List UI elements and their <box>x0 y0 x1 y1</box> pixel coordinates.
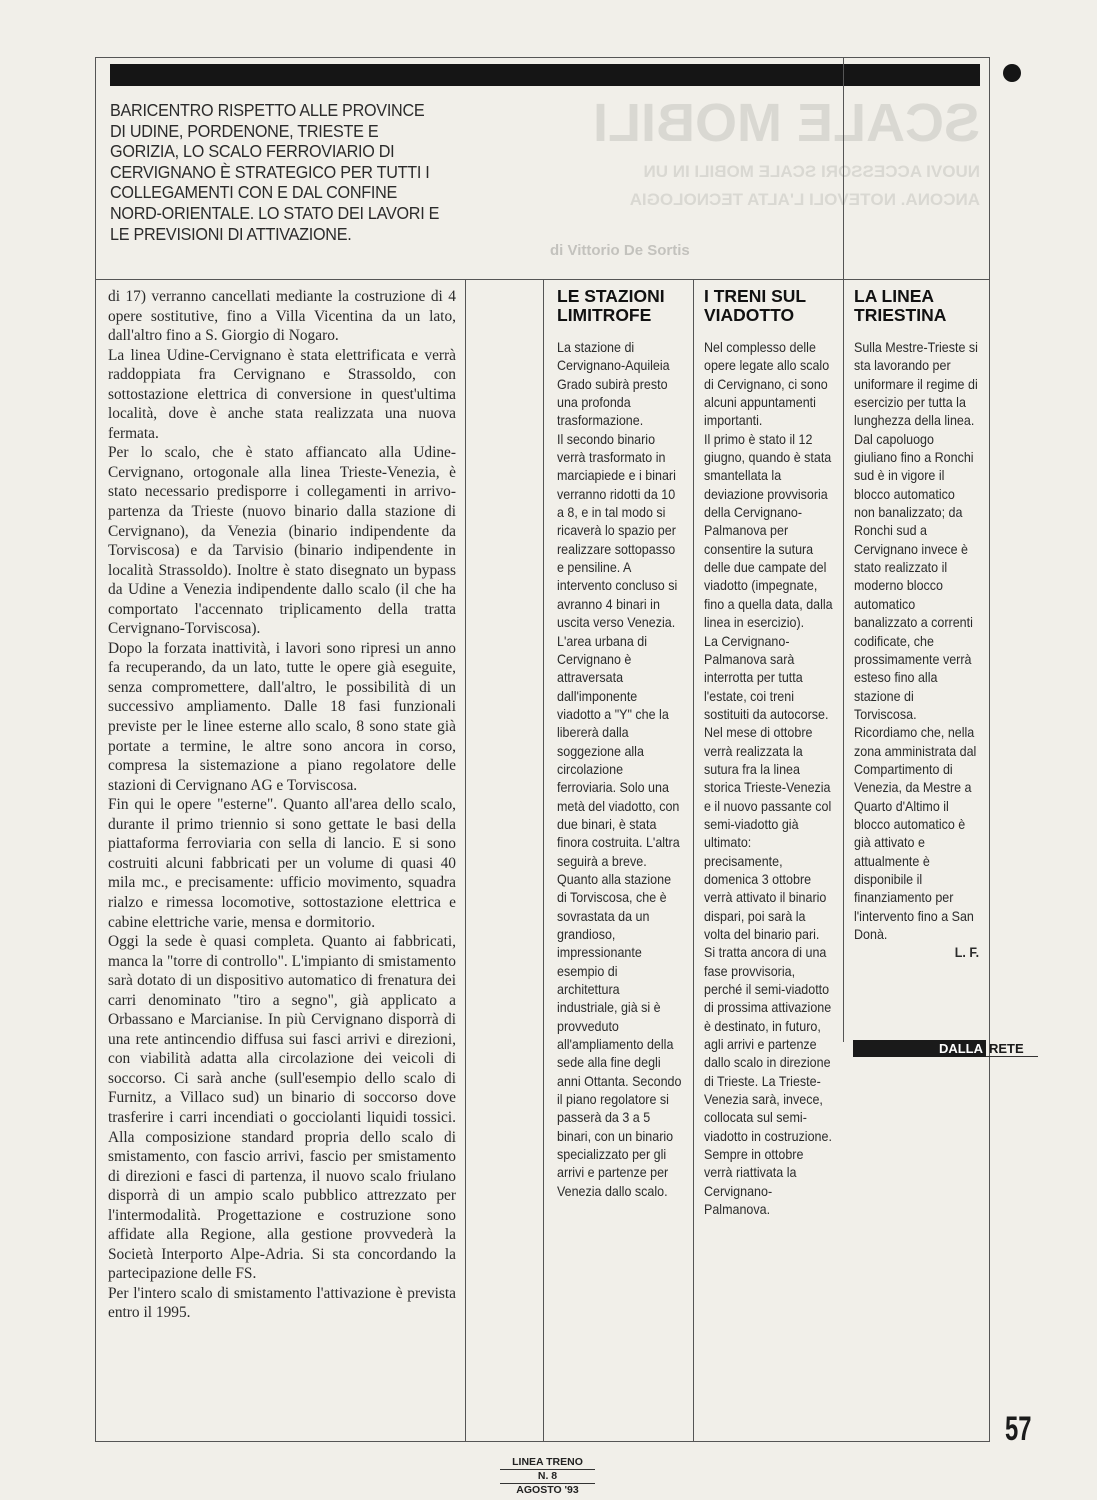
main-article <box>108 287 456 1323</box>
sidebar-paragraph: Quanto alla stazione di Torviscosa, che è sovrastata da un grandioso, impressionante esempio di architettura industriale, già si è provveduto all'ampliamento della sede alla fine degli anni Ottanta. Secondo il piano regolatore si passerà da 3 a 5 binari, con un binario specializzato per gli arrivi e partenze per Venezia dallo scalo. <box>557 871 682 1199</box>
section-tab <box>853 1040 1038 1057</box>
sidebar-paragraph: Sempre in ottobre verrà riattivata la Cervignano-Palmanova. <box>704 1147 804 1218</box>
section-tab-dark: DALLA <box>853 1040 986 1057</box>
footer <box>500 1456 595 1497</box>
page-number: 57 <box>1005 1410 1032 1448</box>
column-divider <box>543 279 544 1442</box>
section-tab-light: RETE <box>986 1040 1038 1057</box>
ghost-subtitle: ANCONA. NOTEVOLI L'ALTA TECNOLOGIA <box>629 190 980 209</box>
footer-date: AGOSTO '93 <box>516 1484 579 1496</box>
article-paragraph: Oggi la sede è quasi completa. Quanto ai fabbricati, manca la "torre di controllo". L'impianto di smistamento sarà dotato di un dispositivo automatico di frenatura dei carri denominato "tiro a segno", già applicato a Orbassano e Marcianise. In più Cervignano disporrà di una rete antincendio diffusa sui fasci arrivi e direzioni, con viabilità adatta alla circolazione dei veicoli di soccorso. Ci sarà anche (sull'esempio dello scalo di Furnitz, a Villaco sud) un binario di soccorso dove trasferire i carri incendiati o gocciolanti liquidi tossici. Alla composizione standard propria dello scalo di smistamento, con fascio arrivi, fascio per smistamento di direzioni e fasci di partenza, il nuovo scalo friulano disporrà di un ampio scalo pubblico attrezzato per l'intermodalità. Progettazione e costruzione sono affidate alla Regione, alla gestione provvederà la Società Interporto Alpe-Adria. Si sta concordando la partecipazione delle FS. <box>108 933 456 1283</box>
sidebar-paragraph: Sulla Mestre-Trieste si sta lavorando per uniformare il regime di esercizio per tutta la lunghezza della linea. Dal capoluogo giuliano fino a Ronchi sud è in vigore il blocco automatico non banalizzato; da Ronchi sud a Cervignano invece è stato realizzato il moderno blocco automatico banalizzato a correnti codificate, che prossimamente verrà esteso fino alla stazione di Torviscosa. <box>854 340 978 722</box>
show-through-text <box>480 92 980 272</box>
sidebar-paragraph: Nel complesso delle opere legate allo scalo di Cervignano, ci sono alcuni appuntamenti importanti. <box>704 340 830 429</box>
sidebar-paragraph: L'area urbana di Cervignano è attraversata dall'imponente viadotto a "Y" che la libererà dalla soggezione alla circolazione ferroviaria. Solo una metà del viadotto, con due binari, è stata finora costruita. L'altra seguirà a breve. <box>557 633 680 869</box>
sidebar-title: LE STAZIONI LIMITROFE <box>557 286 665 325</box>
article-paragraph: Dopo la forzata inattività, i lavori sono ripresi un anno fa recuperando, da un lato, tutte le opere già eseguite, senza compromettere, dall'altro, le possibilità di un successivo ampliamento. Dalle 18 fasi funzionali previste per le linee esterne allo scalo, 8 sono state già portate a termine, le altre sono ancora in corso, compresa la sistemazione a piano regolatore delle stazioni di Cervignano AG e Torviscosa. <box>108 639 456 794</box>
sidebar-viadotto <box>704 287 836 1220</box>
ghost-subtitle: NUOVI ACCESSORI SCALE MOBILI IN UN <box>643 162 980 181</box>
ghost-author: di Vittorio De Sortis <box>550 242 690 259</box>
article-paragraph: Per l'intero scalo di smistamento l'attivazione è prevista entro il 1995. <box>108 1284 456 1322</box>
binder-hole-icon <box>1003 64 1021 82</box>
sidebar-paragraph: Ricordiamo che, nella zona amministrata dal Compartimento di Venezia, da Mestre a Quarto d'Altimo il blocco automatico è già attivato e attualmente è disponibile il finanziamento per l'intervento fino a San Donà. <box>854 725 977 942</box>
sidebar-paragraph: La stazione di Cervignano-Aquileia Grado subirà presto una profonda trasformazione. <box>557 340 670 429</box>
footer-publication: LINEA TRENO <box>500 1456 595 1470</box>
column-divider <box>465 279 466 1442</box>
sidebar-triestina <box>854 287 982 963</box>
article-paragraph: Per lo scalo, che è stato affiancato alla Udine-Cervignano, ortogonale alla linea Trieste-Venezia, è stato necessario predisporre i collegamenti in arrivo-partenza da Trieste (nuovo binario dalla stazione di Cervignano), da Venezia (binario indipendente da Torviscosa) e da Tarvisio (binario indipendente in località Strassoldo). Inoltre è stato disegnato un bypass da Udine a Venezia indipendente dallo scalo (il che ha comportato l'accennato triplicamento della tratta Cervignano-Torviscosa). <box>108 444 456 638</box>
footer-issue: N. 8 <box>500 1470 595 1484</box>
sidebar-title: I TRENI SUL VIADOTTO <box>704 286 806 325</box>
lead-paragraph: BARICENTRO RISPETTO ALLE PROVINCE DI UDINE, PORDENONE, TRIESTE E GORIZIA, LO SCALO FERROVIARIO DI CERVIGNANO È STRATEGICO PER TUTTI I COLLEGAMENTI CON E DAL CONFINE NORD-ORIENTALE. LO STATO DEI LAVORI E LE PREVISIONI DI ATTIVAZIONE. <box>110 100 440 244</box>
article-paragraph: Fin qui le opere "esterne". Quanto all'area dello scalo, durante il primo triennio si sono gettate le basi della piattaforma ferroviaria con sella di lancio. E si sono costruiti alcuni fabbricati per un volume di quasi 40 mila mc., e precisamente: ufficio movimento, squadra rialzo e rimessa locomotive, sottostazione elettrica e cabine elettriche varie, mensa e dormitorio. <box>108 796 456 931</box>
author-signature: L. F. <box>954 945 980 961</box>
sidebar-paragraph: Nel mese di ottobre verrà realizzata la sutura fra la linea storica Trieste-Venezia e il nuovo passante col semi-viadotto già ultimato: precisamente, domenica 3 ottobre verrà attivato il binario dispari, poi sarà la volta del binario pari. Si tratta ancora di una fase provvisoria, perché il semi-viadotto di prossima attivazione è destinato, in futuro, agli arrivi e partenze dallo scalo in direzione di Trieste. La Trieste-Venezia sarà, invece, collocata sul semi-viadotto in costruzione. <box>704 725 832 1144</box>
column-divider <box>693 279 694 1442</box>
article-paragraph: La linea Udine-Cervignano è stata elettrificata e verrà raddoppiata fra Cervignano e Strassoldo, con sottostazione elettrica di conversione in quest'ultima località, dove è anche stata realizzata una nuova fermata. <box>108 346 456 442</box>
sidebar-title: LA LINEA TRIESTINA <box>854 286 947 325</box>
ghost-headline: SCALE MOBILI <box>593 93 980 153</box>
sidebar-stazioni <box>557 287 687 1201</box>
sidebar-paragraph: Il secondo binario verrà trasformato in marciapiede e i binari verranno ridotti da 10 a 8, e in tal modo si ricaverà lo spazio per realizzare sottopasso e pensiline. A intervento concluso si avranno 4 binari in uscita verso Venezia. <box>557 431 678 631</box>
article-paragraph: di 17) verranno cancellati mediante la costruzione di 4 opere sostitutive, fino a Villa Vicentina da un lato, dall'altro fino a S. Giorgio di Nogaro. <box>108 288 456 345</box>
sidebar-paragraph: La Cervignano-Palmanova sarà interrotta per tutta l'estate, coi treni sostituiti da autocorse. <box>704 633 829 722</box>
sidebar-paragraph: Il primo è stato il 12 giugno, quando è stata smantellata la deviazione provvisoria della Cervignano-Palmanova per consentire la sutura delle due campate del viadotto (impegnate, fino a quella data, dalla linea in esercizio). <box>704 431 833 631</box>
